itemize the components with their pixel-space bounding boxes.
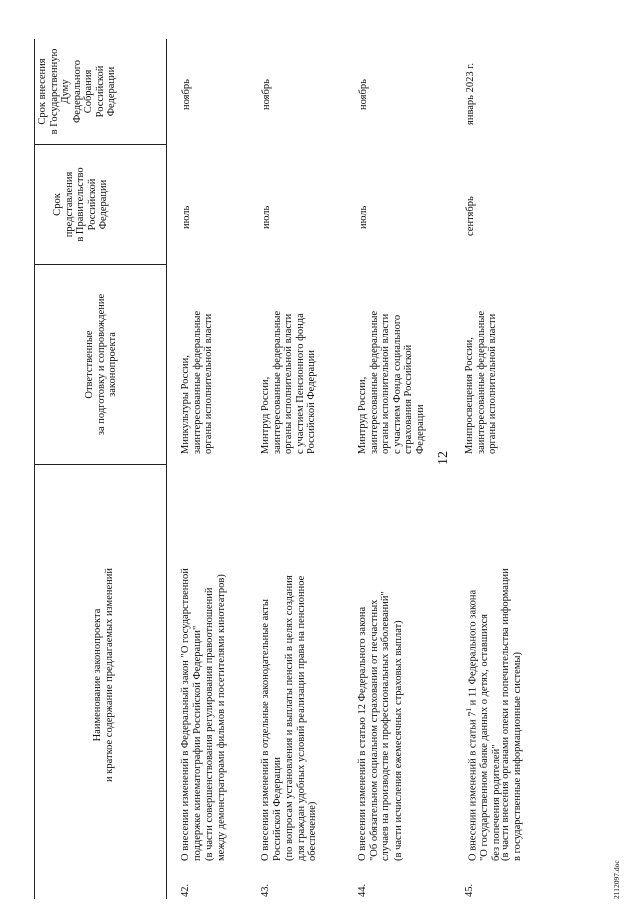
- header-duma-deadline: Срок внесения в Государственную Думу Федерального Собрания Российской Федерации: [37, 48, 117, 135]
- row-title: О внесении изменений в отдельные законодательные акты Российской Федерации: [260, 599, 283, 861]
- row-note: (в части исчисления ежемесячных страховых выплат): [393, 620, 404, 861]
- row-number: 45.: [464, 883, 475, 897]
- header-responsible: Ответственные за подготовку и сопровождение законопроекта: [84, 293, 118, 436]
- row-number: 42.: [180, 883, 191, 897]
- row-title-first-line: О внесении изменений в статьи $7^1$ и 11 Федерального закона: [465, 589, 479, 861]
- row-number: 43.: [260, 883, 271, 897]
- row-responsible: Минкультуры России, заинтересованные федеральные органы исполнительной власти: [180, 310, 214, 454]
- header-bottom-border: [166, 39, 167, 899]
- header-gov-deadline: Срок представления в Правительство Российской Федерации: [52, 167, 109, 242]
- row-title: О внесении изменений в Федеральный закон "О государственной поддержке кинематографии Российской Федерации": [180, 568, 203, 861]
- row-gov-deadline: июль: [181, 205, 192, 229]
- row-duma-deadline: январь 2023 г.: [465, 63, 476, 125]
- row-responsible: Минтруд России, заинтересованные федеральные органы исполнительной власти с участием Фонда социального страхования Российской Федерации: [357, 310, 426, 454]
- row-number: 44.: [357, 883, 368, 897]
- row-responsible: Минтруд России, заинтересованные федеральные органы исполнительной власти с участием Пенсионного фонда Российской Федерации: [260, 310, 317, 454]
- row-title: О внесении изменений в статью 12 Федерального закона "Об обязательном социальном страховании от несчастных случаев на производстве и профессиональных заболеваний": [357, 591, 391, 861]
- row-note: (по вопросам установления и выплаты пенсий в целях создания для граждан удобных условий реализации права на пенсионное обеспечение): [284, 575, 318, 861]
- row-title: О внесении изменений в статьи $7^1$ и 11 Федерального закона "О государственном банке данных о детях, оставшихся без попечения родителей": [464, 461, 502, 861]
- row-note: (в части совершенствования регулирования правоотношений между демонстраторами фильмов и посетителями кинотеатров): [204, 574, 227, 861]
- row-duma-deadline: ноябрь: [261, 79, 272, 110]
- row-duma-deadline: ноябрь: [358, 79, 369, 110]
- page-number: 12: [436, 451, 451, 465]
- row-note: (в части внесения органами опеки и попечительства информации в государственные информационные системы): [500, 568, 523, 861]
- row-duma-deadline: ноябрь: [181, 79, 192, 110]
- row-gov-deadline: сентябрь: [465, 196, 476, 236]
- row-gov-deadline: июль: [261, 205, 272, 229]
- table-top-border: [34, 39, 35, 899]
- row-responsible: Минпросвещения России, заинтересованные федеральные органы исполнительной власти: [464, 310, 498, 454]
- header-name: Наименование законопроекта и краткое содержание предлагаемых изменений: [92, 568, 115, 782]
- footer-filename: 2112097.doc: [612, 860, 621, 899]
- row-gov-deadline: июль: [358, 205, 369, 229]
